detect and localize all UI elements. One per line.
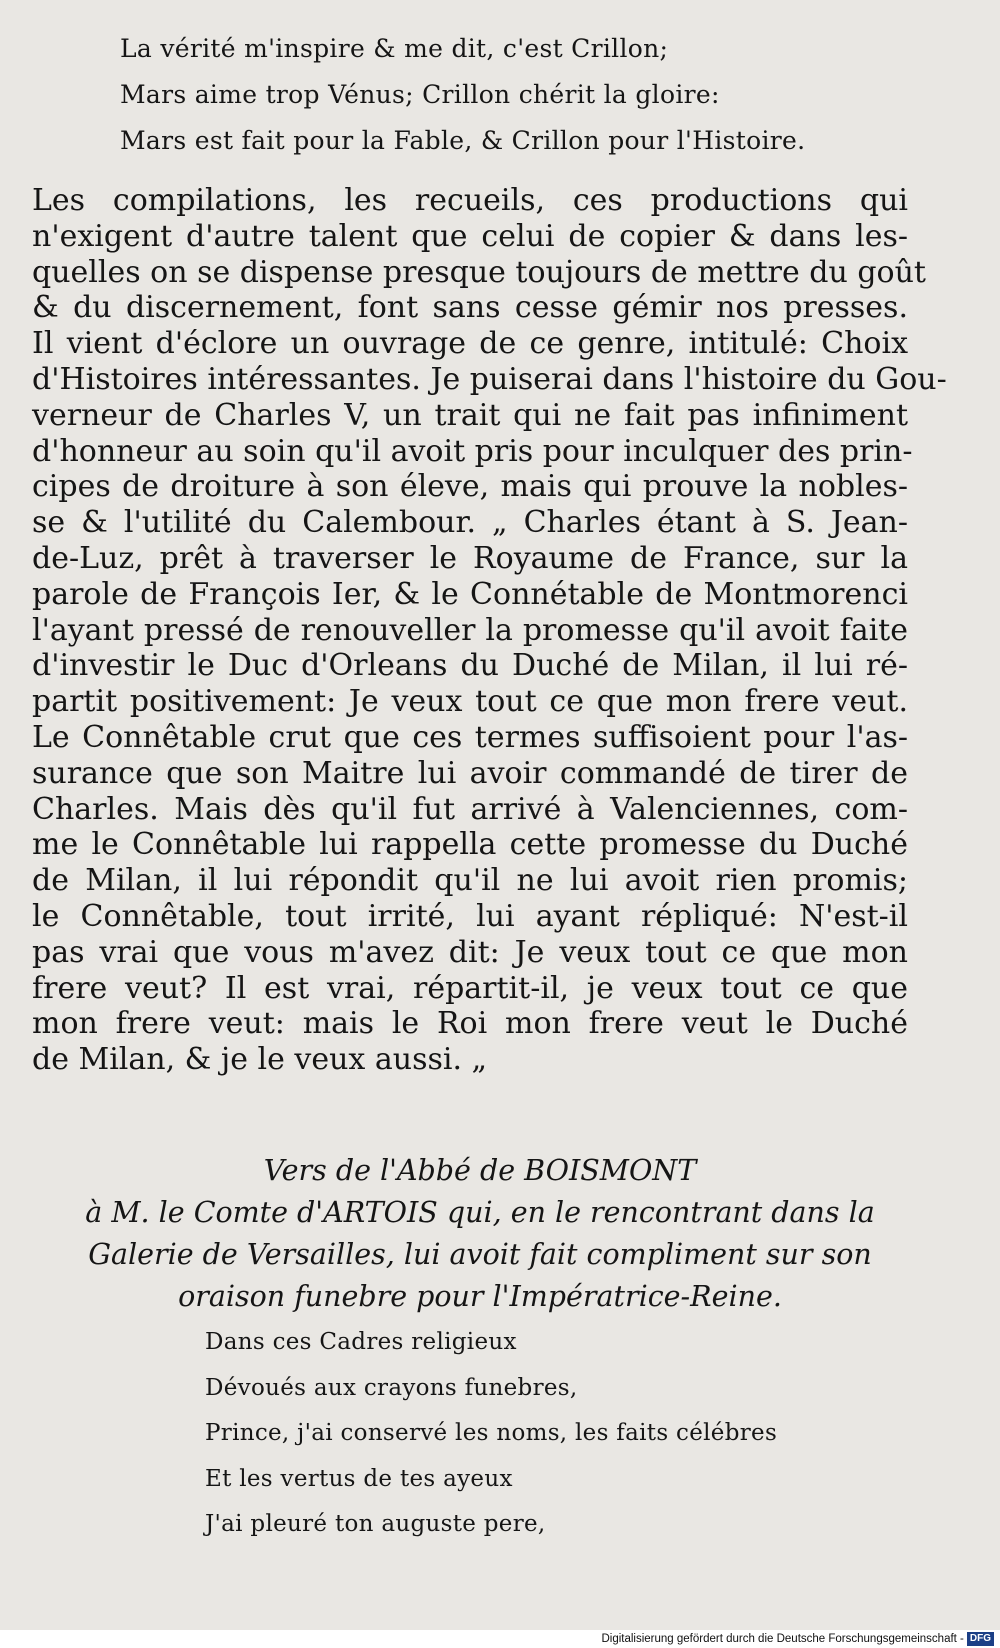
section-heading [40,1150,920,1318]
paragraph-line: l'ayant pressé de renouveller la promesse qu'il avoit faite [32,612,908,648]
anecdote-paragraph [32,183,947,1078]
paragraph-line: de Milan, & je le veux aussi. „ [32,1042,488,1078]
paragraph-line: n'exigent d'autre talent que celui de copier & dans les- [32,218,908,254]
poem-line: Prince, j'ai conservé les noms, les faits célébres [205,1420,778,1446]
heading-line: à M. le Comte d'ARTOIS qui, en le rencontrant dans la [85,1196,875,1229]
paragraph-line: de-Luz, prêt à traverser le Royaume de France, sur la [32,540,908,576]
digitization-footer [0,1630,1000,1648]
verse-line: Mars aime trop Vénus; Crillon chérit la gloire: [120,80,720,109]
dfg-logo-icon: DFG [967,1632,994,1646]
paragraph-line: d'investir le Duc d'Orleans du Duché de Milan, il lui ré- [32,648,908,684]
poem-line: J'ai pleuré ton auguste pere, [205,1511,546,1537]
paragraph-line: mon frere veut: mais le Roi mon frere veut le Duché [32,1006,908,1042]
paragraph-line: Les compilations, les recueils, ces productions qui [32,183,908,218]
verse-line: Mars est fait pour la Fable, & Crillon pour l'Histoire. [120,126,806,155]
paragraph-line: cipes de droiture à son éleve, mais qui prouve la nobles- [32,469,908,505]
paragraph-line: frere veut? Il est vrai, répartit-il, je veux tout ce que [32,970,908,1006]
heading-line: Vers de l'Abbé de BOISMONT [263,1154,697,1187]
heading-line: oraison funebre pour l'Impératrice-Reine. [178,1280,782,1313]
paragraph-line: de Milan, il lui répondit qu'il ne lui avoit rien promis; [32,863,908,899]
paragraph-line: se & l'utilité du Calembour. „ Charles étant à S. Jean- [32,505,908,541]
poem-line: Dans ces Cadres religieux [205,1329,517,1355]
footer-credit: Digitalisierung gefördert durch die Deutsche Forschungsgemeinschaft - [601,1633,964,1645]
paragraph-line: verneur de Charles V, un trait qui ne fait pas infiniment [32,397,908,433]
paragraph-line: d'Histoires intéressantes. Je puiserai dans l'histoire du Gou- [32,361,947,397]
paragraph-line: Le Connêtable crut que ces termes suffisoient pour l'as- [32,719,908,755]
heading-line: Galerie de Versailles, lui avoit fait compliment sur son [88,1238,872,1271]
paragraph-line: parole de François Ier, & le Connétable de Montmorenci [32,576,908,612]
poem-line: Dévoués aux crayons funebres, [205,1374,578,1401]
poem [205,1320,777,1548]
paragraph-line: partit positivement: Je veux tout ce que mon frere veut. [32,684,908,720]
paragraph-line: d'honneur au soin qu'il avoit pris pour inculquer des prin- [32,433,913,469]
paragraph-line: me le Connêtable lui rappella cette promesse du Duché [32,827,908,863]
paragraph-line: & du discernement, font sans cesse gémir nos presses. [32,290,908,326]
paragraph-line: pas vrai que vous m'avez dit: Je veux tout ce que mon [32,934,908,970]
verse-line: La vérité m'inspire & me dit, c'est Crillon; [120,34,669,63]
paragraph-line: Il vient d'éclore un ouvrage de ce genre, intitulé: Choix [32,326,908,362]
paragraph-line: quelles on se dispense presque toujours de mettre du goût [32,254,926,290]
poem-line: Et les vertus de tes ayeux [205,1465,513,1492]
paragraph-line: Charles. Mais dès qu'il fut arrivé à Valenciennes, com- [32,791,908,827]
paragraph-line: le Connêtable, tout irrité, lui ayant répliqué: N'est-il [32,898,908,934]
paragraph-line: surance que son Maitre lui avoir commandé de tirer de [32,755,908,791]
